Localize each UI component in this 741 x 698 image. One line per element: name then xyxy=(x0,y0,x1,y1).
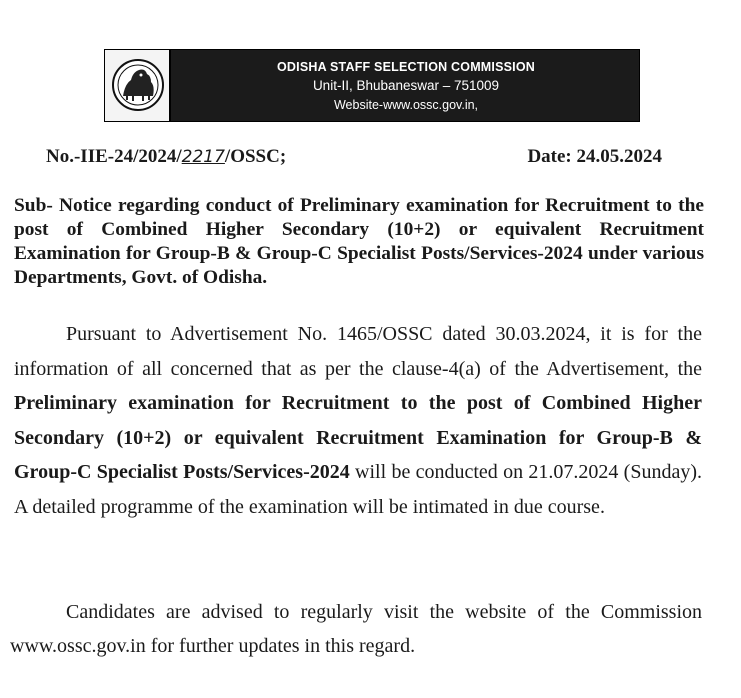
paragraph-1-bold: Preliminary examination for Recruitment to the post of Combined Higher Secondary (10+2) or equivalent Recruitment Examination for Group-B & Group-C Specialist Posts/Services-2024 xyxy=(14,392,702,483)
letterhead xyxy=(104,49,640,122)
paragraph-1-outro: will be conducted on 21.07.2024 (Sunday). A detailed programme of the examination will be intimated in due course. xyxy=(14,461,702,518)
handwritten-number: 2217 xyxy=(181,147,225,167)
letterhead-text xyxy=(171,50,641,121)
reference-prefix: No.-IIE-24/2024/ xyxy=(46,146,182,167)
notice-date: Date: 24.05.2024 xyxy=(527,146,662,167)
notice-subject: Sub- Notice regarding conduct of Preliminary examination for Recruitment to the post of Combined Higher Secondary (10+2) or equivalent Recruitment Examination for Group-B & Group-C Specialist Posts/Services-2024 under various Departments, Govt. of Odisha. xyxy=(14,195,704,288)
reference-suffix: /OSSC; xyxy=(224,146,287,167)
body-paragraph-2: Candidates are advised to regularly visit the website of the Commission www.ossc.gov.in for further updates in this regard. xyxy=(10,601,702,657)
organization-name: ODISHA STAFF SELECTION COMMISSION xyxy=(277,60,535,74)
odisha-emblem-icon xyxy=(111,56,165,114)
organization-address: Unit-II, Bhubaneswar – 751009 xyxy=(312,78,500,93)
organization-website: Website-www.ossc.gov.in, xyxy=(333,98,479,112)
reference-number xyxy=(46,146,286,168)
body-paragraph-1 xyxy=(14,317,702,524)
reference-line xyxy=(46,146,666,172)
paragraph-1-intro: Pursuant to Advertisement No. 1465/OSSC dated 30.03.2024, it is for the information of all concerned that as per the clause-4(a) of the Advertisement, the xyxy=(14,323,702,380)
emblem-box xyxy=(105,50,171,121)
